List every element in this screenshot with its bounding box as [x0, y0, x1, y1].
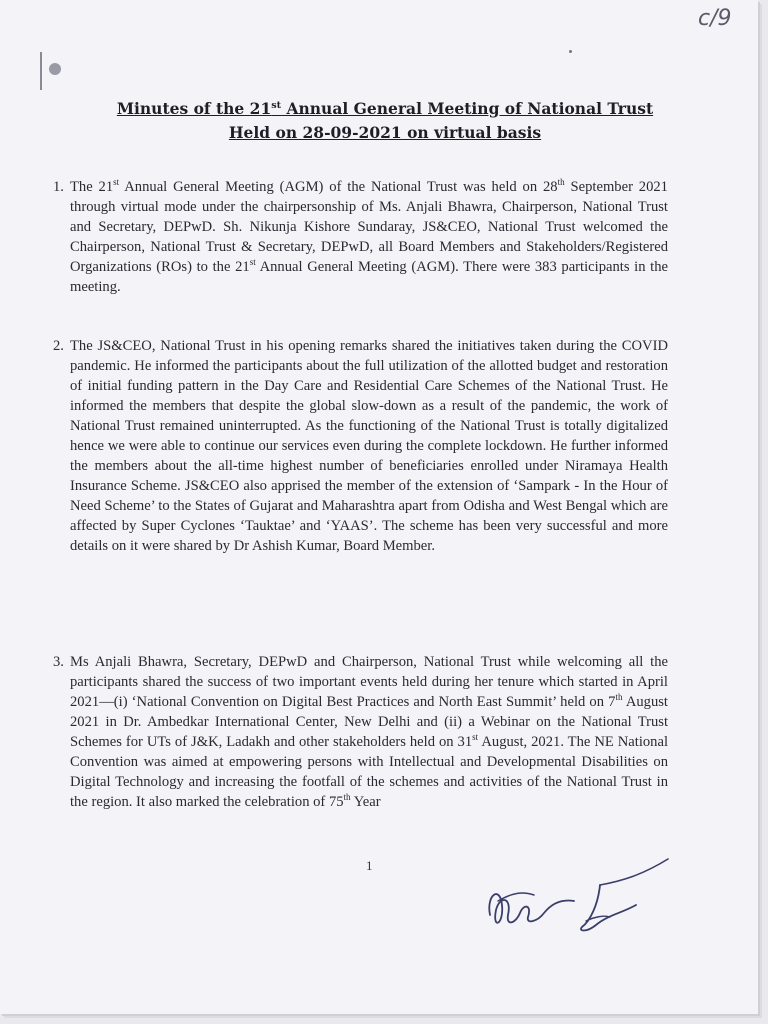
- handwritten-page-mark: [698, 6, 732, 31]
- title-line-1-start: Minutes of the 21: [116, 99, 272, 118]
- paragraph-number: 3.: [53, 654, 64, 670]
- title-line-1-end: Annual General Meeting of National Trust: [281, 99, 654, 118]
- paragraph-1: [53, 177, 668, 297]
- superscript: st: [472, 732, 479, 743]
- text-segment: The JS&CEO, National Trust in his opening remarks shared the initiatives taken during the COVID pandemic. He informed the participants about the full utilization of the allotted budget and restoration of initial funding pattern in the Day Care and Residential Care Schemes of the National Trust. He informed the members that despite the global slow-down as a result of the pandemic, the work of National Trust remained uninterrupted. As the functioning of the National Trust is totally digitalized hence we were able to continue our services even during the complete lockdown. He further informed the members about the all-time highest number of beneficiaries enrolled under Niramaya Health Insurance Scheme. JS&CEO also apprised the member of the extension of ‘Sampark - In the Hour of Need Scheme’ to the States of Gujarat and Maharashtra apart from Odisha and West Bengal which are affected by Super Cyclones ‘Tauktae’ and ‘YAAS’. The scheme has been very successful and more details on it were shared by Dr Ashish Kumar, Board Member.: [70, 338, 668, 554]
- page-number: 1: [366, 858, 373, 873]
- text-segment: Ms Anjali Bhawra, Secretary, DEPwD and Chairperson, National Trust while welcoming all the participants shared the success of two important events held during her tenure which started in April 2021—(i) ‘National Convention on Digital Best Practices and North East Summit’ held on 7: [70, 654, 668, 710]
- superscript: th: [615, 692, 623, 703]
- superscript: st: [113, 177, 120, 188]
- punch-dot: [49, 63, 61, 75]
- text-segment: August, 2021. The NE National Convention was aimed at empowering persons with Intellectual and Developmental Disabilities on Digital Technology and increasing the footfall of the schemes and activities of the National Trust in the region. It also marked the celebration of 75: [70, 734, 669, 810]
- paragraph-number: 2.: [53, 338, 64, 354]
- signature-mark: [482, 855, 672, 945]
- title-line-2: Held on 28-09-2021 on virtual basis: [228, 123, 542, 142]
- text-segment: Annual General Meeting (AGM). There were 383 participants in the meeting.: [70, 259, 668, 295]
- paragraph-3: [53, 652, 669, 812]
- text-segment: Annual General Meeting (AGM) of the National Trust was held on 28: [119, 179, 558, 195]
- title-line-1: [60, 97, 710, 121]
- paragraph-body: [70, 338, 668, 554]
- superscript: th: [343, 792, 351, 803]
- punch-hole-mark: [40, 52, 70, 92]
- page-mark-glyph: c/: [698, 6, 718, 31]
- text-segment: September 2021 through virtual mode under the chairpersonship of Ms. Anjali Bhawra, Chairperson, National Trust and Secretary, DEPwD. Sh. Nikunja Kishore Sundaray, JS&CEO, National Trust welcomed the Chairperson, National Trust & Secretary, DEPwD, all Board Members and Stakeholders/Registered Organizations (ROs) to the 21: [70, 179, 668, 275]
- signature-stroke-3: [581, 885, 636, 931]
- paragraph-body: [70, 654, 668, 810]
- text-segment: The 21: [70, 179, 114, 195]
- paragraph-number: 1.: [53, 179, 64, 195]
- text-segment: Year: [350, 794, 381, 810]
- document-title: [60, 97, 710, 145]
- signature-stroke-4: [600, 859, 668, 885]
- paragraph-body: [70, 179, 668, 295]
- page-mark-number: 9: [717, 6, 732, 31]
- paragraph-2: [53, 336, 668, 556]
- superscript: st: [249, 257, 256, 268]
- punch-bar: [40, 52, 42, 90]
- superscript: th: [557, 177, 565, 188]
- text-segment: August 2021 in Dr. Ambedkar International Center, New Delhi and (ii) a Webinar on the National Trust Schemes for UTs of J&K, Ladakh and other stakeholders held on 31: [70, 694, 668, 750]
- scan-speck: [569, 50, 572, 53]
- title-line-1-sup: st: [271, 99, 282, 111]
